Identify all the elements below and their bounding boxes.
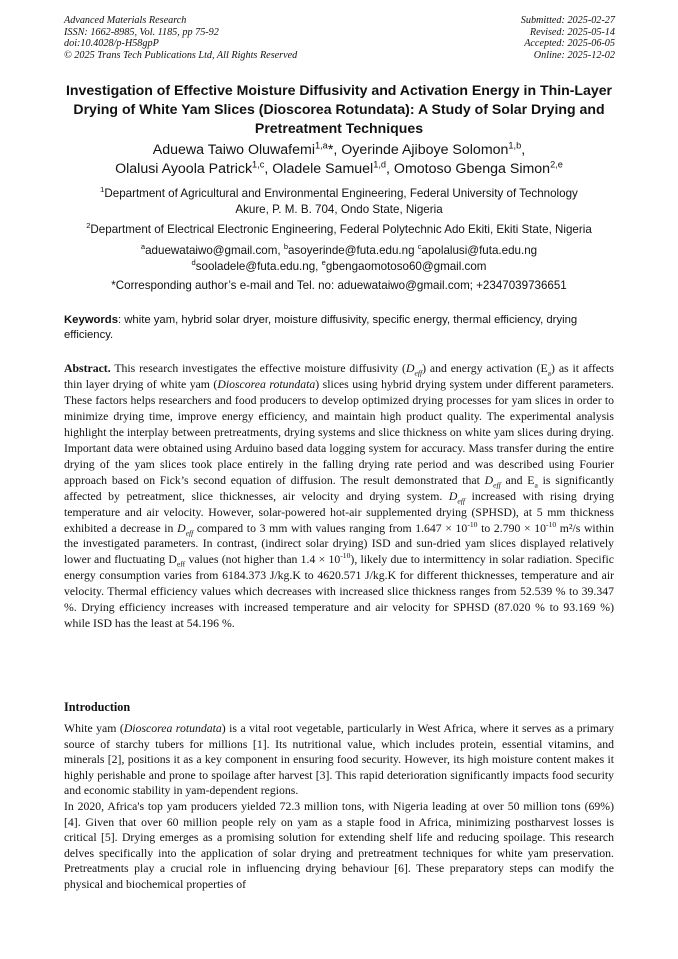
doi: doi:10.4028/p-H58gpP [64,38,159,50]
symbol-subscript: eff [185,527,194,537]
email-marker: c [417,242,422,252]
corresponding-author: *Corresponding author’s e-mail and Tel. no: aduewataiwo@gmail.com; +2347039736651 [111,279,567,292]
symbol-subscript: eff [457,495,466,505]
symbol: D [177,521,186,535]
affiliation-marker: 2 [86,221,91,231]
revised-date: Revised: 2025-05-14 [529,26,615,38]
abstract-text: to 2.790 × 10 [477,521,546,535]
abstract-text: m²/s within the investigated parameters. In contrast, (indirect solar drying) ISD and sun-dried yam slices displayed relatively lower and fluctuating D [64,521,614,567]
online-date: Online: 2025-12-02 [533,49,615,61]
email-marker: b [283,242,289,252]
introduction-body [64,721,614,893]
copyright: © 2025 Trans Tech Publications Ltd, All Rights Reserved [64,49,298,61]
affiliation-1 [60,186,618,218]
affiliation-text: Department of Electrical Electronic Engineering, Federal Polytechnic Ado Ekiti, Ekiti State, Nigeria [90,223,592,236]
paragraph [64,721,614,799]
exponent: -10 [467,519,478,529]
species-name: Dioscorea rotundata [217,377,316,391]
abstract-text: is significantly affected by petreatment, slice thicknesses, air velocity and drying system. [64,473,614,503]
author-name: Olalusi Ayoola Patrick [115,161,253,177]
keywords-label: Keywords [64,314,118,326]
symbol-subscript: eff [176,559,186,569]
email: asoyerinde@futa.edu.ng [288,244,418,257]
abstract-text: values (not higher than 1.4 × 10 [185,553,341,567]
exponent: -10 [340,551,351,561]
symbol: D [405,362,415,375]
section-heading: Introduction [64,700,131,714]
email-marker: e [321,258,326,268]
author-list [60,141,618,179]
email-marker: d [191,258,196,268]
abstract-text: ) as it affects thin layer drying of white yam ( [64,362,614,391]
affiliation-text: Department of Agricultural and Environmental Engineering, Federal University of Technology [104,187,578,200]
author-separator: , [264,161,273,177]
journal-header [64,15,297,61]
author-superscript: 1,a [314,140,328,151]
author-name: Oyerinde Ajiboye Solomon [341,142,509,158]
paper-title: Investigation of Effective Moisture Diffusivity and Activation Energy in Thin-Layer Drying of White Yam Slices (Dioscorea Rotundata): A Study of Solar Drying and Pretreatment Techniques [65,82,613,137]
author-name: Oladele Samuel [272,161,374,177]
abstract-text: increased with rising drying temperature and air velocity. However, solar-powered hot-air supplemented drying (SPHSD), at 5 mm thickness exhibited a decrease in [64,489,614,535]
keywords [64,313,614,344]
symbol: D [484,473,494,487]
affiliation-2 [60,222,618,238]
author-superscript: 2,e [550,159,563,170]
journal-name: Advanced Materials Research [64,15,187,26]
abstract-label: Abstract. [64,362,111,375]
affiliation-marker: 1 [100,185,105,195]
author-superscript: 1,d [373,159,387,170]
paragraph-text: ) is a vital root vegetable, particularly in West Africa, where it serves as a primary source of starchy tubers for millions [1]. Its nutritional value, which includes protein, essential vitamins, and minerals [2], positions it as a key component in ensuring food security. However, its high moisture content makes it highly perishable and prone to spoilage after harvest [3]. This rapid deterioration significantly impacts food security and economic stability in yam-dependent regions. [64,722,614,798]
accepted-date: Accepted: 2025-06-05 [524,38,615,50]
abstract [64,361,614,632]
email-marker: a [140,242,146,252]
author-separator: , [386,161,394,177]
submitted-date: Submitted: 2025-02-27 [520,15,615,26]
dates-header [521,15,615,61]
abstract-text: ) slices using hybrid drying system under different parameters. These factors helps researchers and food producers to develop optimized drying processes for yam slices in order to minimize drying time, improve energy efficiency, and maintain high product quality. The experimental analysis highlight the interplay between pretreatments, drying systems and slice thickness on white yam slices during drying. Important data were obtained using Arduino based data logging system for accuracy. Mass transfer during the entire drying of the yam slices took place entirely in the falling drying rate period and was described using Fourier approach based on Fick’s second equation of diffusion. The result demonstrated that [64,377,614,487]
abstract-text: compared to 3 mm with values ranging from 1.647 × 10 [193,521,468,535]
symbol-subscript: eff [493,480,501,490]
email: sooladele@futa.edu.ng, [195,260,322,273]
abstract-text: and E [500,473,535,487]
affiliation-text: Akure, P. M. B. 704, Ondo State, Nigeria [235,203,443,216]
email: aduewataiwo@gmail.com, [145,244,284,257]
author-superscript: 1,c [252,159,265,170]
species-name: Dioscorea rotundata [123,722,222,735]
email: gbengaomotoso60@gmail.com [325,260,487,273]
exponent: -10 [546,519,557,529]
author-name: Omotoso Gbenga Simon [393,161,551,177]
symbol: D [448,489,458,503]
author-superscript: 1,b [508,140,522,151]
symbol-subscript: a [534,480,538,490]
abstract-text: ), likely due to intermittency in solar radiation. Specific energy consumption varies from 6184.373 J/kg.K to 4620.571 J/kg.K for different thicknesses, temperature and air velocity. Thermal efficiency values which decreases with increased slice thickness ranges from 52.539 % to 39.347 %. Drying efficiency increases with increased temperature and air velocity for SPHSD (87.020 % to 93.169 %) while ISD has the least at 54.196 %. [64,553,614,631]
paragraph: In 2020, Africa's top yam producers yielded 72.3 million tons, with Nigeria leading at over 50 million tons (69%) [4]. Given that over 60 million people rely on yam as a staple food in Africa, minimizing postharvest losses is critical [5]. Drying emerges as a promising solution for extending shelf life and reducing spoilage. This research delves specifically into the application of solar drying and pretreatment techniques for white yam preservation. Pretreatments play a crucial role in influencing drying behaviour [6]. These preparatory steps can modify the physical and biochemical properties of [64,799,614,891]
author-emails [60,243,618,275]
paragraph-text: White yam ( [64,722,124,735]
author-name: Aduewa Taiwo Oluwafemi [152,142,315,158]
author-separator: , [521,142,526,158]
email: apolalusi@futa.edu.ng [421,244,538,257]
symbol-subscript: eff [414,368,423,378]
keywords-text: : white yam, hybrid solar dryer, moisture diffusivity, specific energy, thermal efficiency, drying efficiency. [64,314,578,342]
symbol-subscript: a [547,368,552,378]
abstract-text: This research investigates the effective moisture diffusivity ( [110,362,406,375]
abstract-text: ) and energy activation (E [422,362,548,375]
author-separator: *, [327,142,342,158]
issn-volume: ISSN: 1662-8985, Vol. 1185, pp 75-92 [64,26,219,38]
